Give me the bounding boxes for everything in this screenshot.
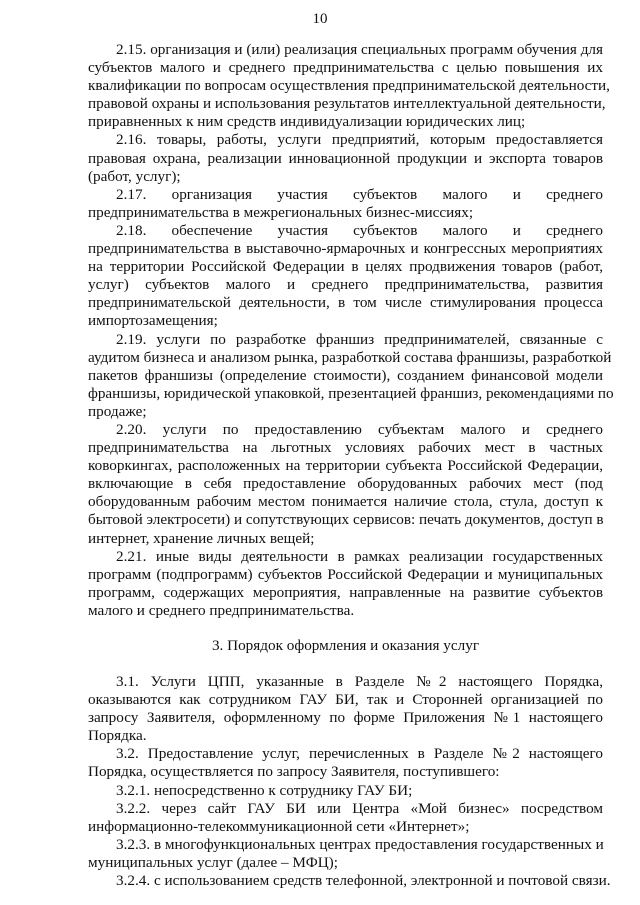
text-line: правовой охраны и использования результатов интеллектуальной деятельности, (88, 95, 606, 113)
text-line: услуг) субъектов малого и среднего предпринимательства, развития (88, 276, 603, 294)
text-line: продаже; (88, 402, 147, 420)
text-line: информационно-телекоммуникационной сети «Интернет»; (88, 817, 470, 835)
item-2-20 (88, 421, 603, 548)
text-line: 3.2.1. непосредственно к сотруднику ГАУ БИ; (116, 781, 413, 799)
text-line: 2.17. организация участия субъектов малого и среднего (116, 185, 603, 203)
text-line: бытовой электросети) и сопутствующих сервисов: печать документов, доступ в (88, 511, 604, 529)
text-line: 3.1. Услуги ЦПП, указанные в Разделе №2 настоящего Порядка, (116, 673, 603, 690)
section-two-list (88, 41, 614, 620)
text-line: пакетов франшизы (определение стоимости), созданием финансовой модели (88, 366, 603, 384)
text-line: аудитом бизнеса и анализом рынка, разработкой состава франшизы, разработкой (88, 348, 612, 366)
text-line: программ (подпрограмм) субъектов Российской Федерации и муниципальных (88, 565, 603, 583)
text-line: запросу Заявителя, оформленному по форме Приложения №1 настоящего (88, 709, 603, 727)
text-line: приравненных к ним средств индивидуализации юридических лиц; (88, 113, 526, 131)
item-2-19 (88, 330, 614, 421)
text-line: франшизы, юридической упаковкой, презентацией франшиз, рекомендациями по (88, 384, 614, 402)
text-line: программ, содержащих мероприятия, направленные на развитие субъектов (88, 583, 603, 601)
text-line: включающие в себя предоставление оборудованных рабочих мест (под (88, 475, 603, 493)
item-2-17 (88, 186, 603, 222)
text-line: 2.18. обеспечение участия субъектов малого и среднего (116, 221, 603, 239)
text-line: Порядка, осуществляется по запросу Заявителя, поступившего: (88, 763, 500, 781)
text-line: 2.16. товары, работы, услуги предприятий, которым предоставляется (116, 131, 603, 149)
text-line: 2.15. организация и (или) реализация специальных программ обучения для (116, 41, 603, 58)
text-line: 3.2.4. с использованием средств телефонной, электронной и почтовой связи. (116, 872, 611, 890)
item-2-16 (88, 131, 603, 185)
text-line: Порядка. (88, 727, 147, 745)
item-2-15 (88, 41, 610, 131)
section-three-heading: 3. Порядок оформления и оказания услуг (211, 637, 480, 654)
paragraph-3-2-3 (88, 836, 603, 872)
item-2-21 (88, 548, 603, 620)
text-line: оказываются как сотрудником ГАУ БИ, так и Сторонней организацией по (88, 691, 603, 709)
text-line: оборудованным рабочим местом понимается наличие стола, стула, доступ к (88, 493, 603, 511)
text-line: коворкингах, расположенных на территории субъекта Российской Федерации, (88, 457, 603, 475)
text-line: интернет, хранение личных вещей; (88, 529, 315, 547)
text-line: квалификации по вопросам осуществления предпринимательской деятельности, (88, 77, 610, 95)
paragraph-3-2-2 (88, 800, 603, 836)
text-line: импортозамещения; (88, 312, 218, 330)
text-line: правовая охрана, реализации инновационной продукции и экспорта товаров (88, 149, 603, 167)
text-line: предпринимательства в межрегиональных бизнес-миссиях; (88, 203, 474, 221)
section-three-list (88, 673, 611, 890)
page-number: 10 (312, 11, 328, 27)
text-line: предпринимательства в выставочно-ярмарочных и конгрессных мероприятиях (88, 240, 603, 258)
text-line: малого и среднего предпринимательства. (88, 601, 355, 619)
text-line: 2.21. иные виды деятельности в рамках реализации государственных (116, 547, 603, 565)
paragraph-3-1 (88, 673, 603, 745)
text-line: (работ, услуг); (88, 167, 181, 185)
text-line: муниципальных услуг (далее – МФЦ); (88, 853, 338, 871)
text-line: субъектов малого и среднего предпринимательства с целью повышения их (88, 59, 603, 77)
text-line: 3.2.2. через сайт ГАУ БИ или Центра «Мой бизнес» посредством (116, 799, 603, 817)
text-line: 3.2.3. в многофункциональных центрах предоставления государственных и (116, 835, 604, 853)
paragraph-3-2-4 (88, 872, 611, 890)
item-2-18 (88, 222, 603, 331)
text-line: 2.20. услуги по предоставлению субъектам малого и среднего (116, 420, 603, 438)
paragraph-3-2 (88, 745, 603, 781)
paragraph-3-2-1 (88, 782, 603, 800)
text-line: на территории Российской Федерации в целях продвижения товаров (работ, (88, 258, 603, 276)
document-body (88, 41, 614, 890)
text-line: предпринимательской деятельности, в том числе стимулирования процесса (88, 294, 603, 312)
text-line: предпринимательства на льготных условиях рабочих мест в частных (88, 439, 603, 457)
text-line: 3.2. Предоставление услуг, перечисленных в Разделе №2 настоящего (116, 745, 603, 763)
text-line: 2.19. услуги по разработке франшиз предпринимателей, связанные с (116, 330, 603, 348)
